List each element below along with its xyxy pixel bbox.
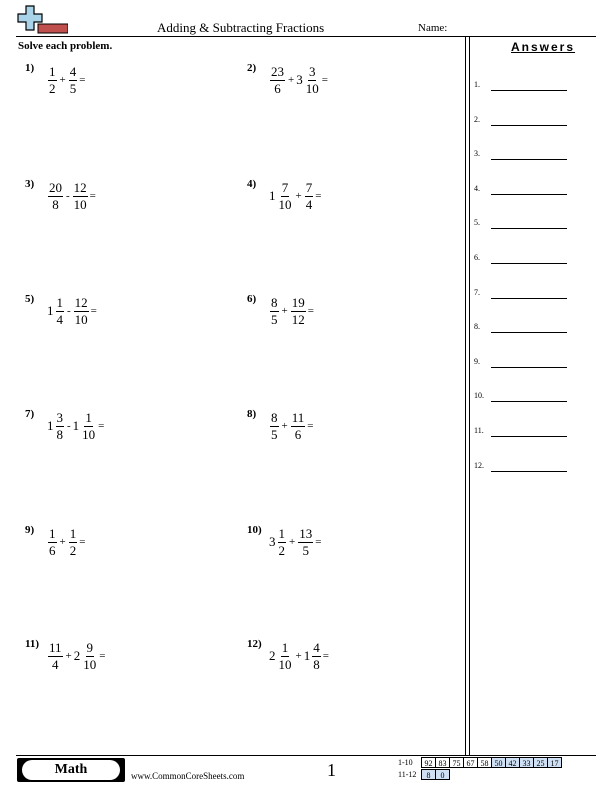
answer-line (491, 263, 567, 264)
answer-number: 8. (474, 322, 480, 332)
operator: + (288, 74, 295, 86)
equals-sign: = (315, 190, 322, 202)
denominator: 5 (302, 542, 309, 558)
numerator: 1 (49, 63, 56, 79)
answer-row (474, 80, 594, 94)
fraction (48, 527, 57, 558)
score-range-label: 1-10 (398, 757, 413, 767)
denominator: 6 (274, 80, 281, 96)
denominator: 4 (305, 196, 313, 212)
column-divider (465, 36, 466, 755)
whole-number: 3 (269, 534, 276, 549)
denominator: 4 (56, 311, 63, 327)
answer-row (474, 184, 594, 198)
whole-number: 1 (72, 418, 80, 433)
equals-sign: = (89, 190, 96, 202)
denominator: 10 (74, 311, 88, 327)
denominator: 6 (294, 426, 302, 442)
operator: + (281, 420, 288, 432)
answer-line (491, 298, 567, 299)
score-cell: 58 (477, 757, 492, 768)
equals-sign: = (99, 650, 106, 662)
answer-line (491, 436, 567, 437)
whole-number: 3 (296, 72, 303, 87)
denominator: 10 (278, 656, 292, 672)
score-cell: 17 (547, 757, 562, 768)
whole-number: 1 (303, 648, 311, 663)
whole-number: 1 (47, 303, 54, 318)
problem-expression (269, 408, 313, 444)
column-divider (469, 36, 470, 755)
score-cell: 25 (533, 757, 548, 768)
problem-expression (269, 62, 328, 98)
fraction (48, 65, 57, 96)
fraction (56, 296, 65, 327)
answer-line (491, 194, 567, 195)
problem-expression (47, 293, 97, 329)
equals-sign: = (307, 305, 314, 317)
answer-row (474, 218, 594, 232)
problem-expression (47, 638, 105, 674)
denominator: 8 (313, 656, 320, 672)
numerator: 3 (308, 63, 316, 79)
fraction (278, 181, 293, 212)
fraction (69, 65, 78, 96)
problem-number: 1) (25, 62, 35, 74)
denominator: 2 (278, 542, 285, 558)
numerator: 23 (271, 63, 284, 79)
equals-sign: = (315, 536, 322, 548)
numerator: 13 (299, 525, 313, 541)
problem-number: 6) (247, 293, 257, 305)
score-cell: 8 (421, 769, 436, 780)
fraction (270, 411, 279, 442)
denominator: 10 (278, 196, 292, 212)
answer-number: 11. (474, 426, 484, 435)
math-badge-label: Math (22, 760, 120, 780)
problem-number: 8) (247, 408, 257, 420)
numerator: 8 (271, 294, 278, 310)
equals-sign: = (79, 74, 86, 86)
numerator: 19 (291, 294, 305, 310)
denominator: 4 (52, 656, 59, 672)
fraction (270, 65, 285, 96)
problem-number: 2) (247, 62, 257, 74)
numerator: 4 (69, 63, 77, 79)
problem-expression (47, 524, 85, 560)
operator: + (59, 536, 66, 548)
problem-expression (269, 638, 329, 674)
operator: - (67, 420, 71, 432)
denominator: 10 (83, 656, 97, 672)
equals-sign: = (307, 420, 314, 432)
problem-number: 7) (25, 408, 35, 420)
denominator: 2 (69, 542, 77, 558)
problem-number: 11) (25, 638, 40, 650)
equals-sign: = (79, 536, 86, 548)
answer-line (491, 90, 567, 91)
numerator: 1 (278, 525, 285, 541)
operator: + (295, 650, 302, 662)
fraction (82, 641, 97, 672)
fraction (81, 411, 96, 442)
fraction (298, 527, 313, 558)
fraction (305, 65, 320, 96)
score-cell: 0 (435, 769, 450, 780)
answer-row (474, 357, 594, 371)
problem-number: 4) (247, 178, 257, 190)
score-cell: 33 (519, 757, 534, 768)
answer-line (491, 471, 567, 472)
fraction (74, 296, 89, 327)
answer-number: 7. (474, 287, 480, 297)
answer-number: 3. (474, 149, 480, 159)
fraction (278, 641, 293, 672)
fraction (278, 527, 287, 558)
numerator: 11 (291, 409, 305, 425)
denominator: 5 (271, 426, 278, 442)
denominator: 8 (56, 426, 63, 442)
equals-sign: = (321, 74, 328, 86)
header-divider (16, 36, 596, 37)
numerator: 9 (86, 639, 93, 655)
operator: + (289, 536, 296, 548)
answer-line (491, 367, 567, 368)
problem-expression (269, 293, 314, 329)
operator: + (281, 305, 288, 317)
fraction (291, 411, 306, 442)
score-cell: 67 (463, 757, 478, 768)
denominator: 6 (49, 542, 56, 558)
numerator: 1 (281, 639, 289, 655)
denominator: 5 (69, 80, 77, 96)
score-row (398, 756, 562, 768)
answer-row (474, 322, 594, 336)
answer-row (474, 391, 594, 405)
operator: - (66, 190, 70, 202)
whole-number: 1 (269, 188, 276, 203)
answer-line (491, 228, 567, 229)
answer-number: 10. (474, 391, 484, 401)
problem-number: 10) (247, 524, 262, 536)
answer-row (474, 253, 594, 267)
page-number: 1 (327, 760, 336, 780)
problem-number: 5) (25, 293, 35, 305)
answer-number: 9. (474, 356, 480, 366)
problem-number: 3) (25, 178, 35, 190)
numerator: 12 (73, 179, 87, 195)
answer-row (474, 461, 594, 475)
answer-number: 4. (474, 183, 480, 193)
denominator: 10 (73, 196, 87, 212)
denominator: 10 (82, 426, 96, 442)
answer-line (491, 332, 567, 333)
fraction (291, 296, 306, 327)
numerator: 1 (56, 294, 63, 310)
answer-number: 12. (474, 460, 484, 470)
answer-number: 5. (474, 218, 480, 228)
score-row (398, 768, 562, 780)
fraction (69, 527, 78, 558)
instructions: Solve each problem. (18, 40, 113, 52)
operator: + (59, 74, 66, 86)
answer-line (491, 401, 567, 402)
answer-row (474, 149, 594, 163)
denominator: 8 (52, 196, 59, 212)
problem-number: 9) (25, 524, 35, 536)
equals-sign: = (90, 305, 97, 317)
fraction (56, 411, 65, 442)
denominator: 2 (49, 80, 56, 96)
score-cell: 75 (449, 757, 464, 768)
whole-number: 1 (47, 418, 54, 433)
answer-number: 2. (474, 114, 480, 124)
score-cell: 42 (505, 757, 520, 768)
answer-number: 6. (474, 253, 480, 262)
site-url: www.CommonCoreSheets.com (131, 771, 245, 781)
denominator: 12 (291, 311, 305, 327)
problem-expression (47, 408, 104, 444)
denominator: 5 (271, 311, 278, 327)
plus-logo-icon (16, 4, 68, 36)
numerator: 3 (56, 409, 63, 425)
problem-expression (269, 524, 321, 560)
numerator: 1 (49, 525, 56, 541)
answer-number: 1. (474, 80, 480, 89)
operator: - (67, 305, 71, 317)
operator: + (65, 650, 72, 662)
numerator: 1 (69, 525, 77, 541)
fraction (312, 641, 321, 672)
problem-expression (47, 62, 85, 98)
answer-line (491, 159, 567, 160)
whole-number: 2 (73, 648, 81, 663)
answer-line (491, 125, 567, 126)
name-label: Name: (418, 22, 448, 34)
numerator: 11 (49, 639, 62, 655)
numerator: 12 (74, 294, 88, 310)
score-cell: 92 (421, 757, 436, 768)
equals-sign: = (322, 650, 329, 662)
equals-sign: = (98, 420, 105, 432)
fraction (73, 181, 88, 212)
answer-row (474, 426, 594, 440)
numerator: 4 (313, 639, 320, 655)
numerator: 20 (49, 179, 62, 195)
worksheet-title: Adding & Subtracting Fractions (157, 20, 325, 35)
fraction (270, 296, 279, 327)
score-cell: 83 (435, 757, 450, 768)
score-table (398, 756, 562, 780)
problem-expression (47, 178, 96, 214)
problem-expression (269, 178, 321, 214)
fraction (305, 181, 314, 212)
numerator: 1 (85, 409, 92, 425)
score-range-label: 11-12 (398, 769, 417, 779)
problem-number: 12) (247, 638, 262, 650)
answers-title: Answers (511, 40, 576, 54)
answer-row (474, 115, 594, 129)
fraction (48, 181, 63, 212)
operator: + (295, 190, 302, 202)
numerator: 7 (305, 179, 313, 195)
whole-number: 2 (269, 648, 276, 663)
numerator: 8 (271, 409, 278, 425)
score-cell: 50 (491, 757, 506, 768)
answer-row (474, 288, 594, 302)
numerator: 7 (281, 179, 289, 195)
denominator: 10 (305, 80, 319, 96)
fraction (48, 641, 63, 672)
